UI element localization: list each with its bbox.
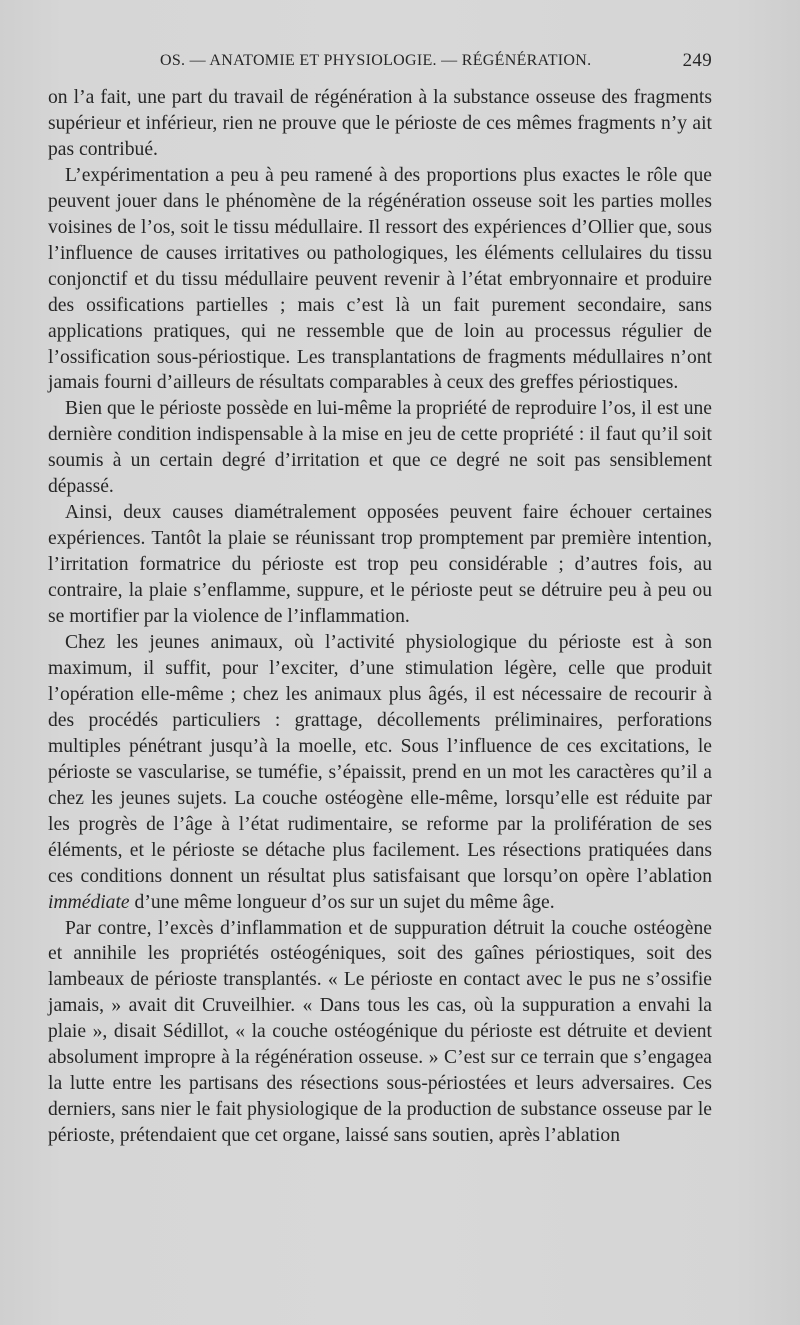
paragraph-1: on l’a fait, une part du travail de régénération à la substance osseuse des fragments supérieur et inférieur, rien ne prouve que le périoste de ces mêmes fragments n’y ait pas contribué.	[48, 87, 712, 160]
page-number: 249	[682, 50, 712, 71]
paragraph-6: Par contre, l’excès d’inflammation et de suppuration détruit la couche ostéogène et annihile les propriétés ostéogéniques, soit des gaînes périostiques, soit des lambeaux de périoste transplantés. « Le périoste en contact avec le pus ne s’ossifie jamais, » avait dit Cruveilhier. « Dans tous les cas, où la suppuration a envahi la plaie », disait Sédillot, « la couche ostéogénique du périoste est détruite et devient absolument impropre à la régénération osseuse. » C’est sur ce terrain que s’engagea la lutte entre les partisans des résections sous-périostées et leurs adversaires. Ces derniers, sans nier le fait physiologique de la production de substance osseuse par le périoste, prétendaient que cet organe, laissé sans soutien, après l’ablation	[48, 917, 712, 1147]
paragraph-5-text-before: Chez les jeunes animaux, où l’activité physiologique du périoste est à son maximum, il suffit, pour l’exciter, d’une stimulation légère, celle que produit l’opération elle-même ; chez les animaux plus âgés, il est nécessaire de recourir à des procédés particuliers : grattage, décollements préliminaires, perforations multiples pénétrant jusqu’à la moelle, etc. Sous l’influence de ces excitations, le périoste se vascularise, se tuméfie, s’épaissit, prend en un mot les caractères qu’il a chez les jeunes sujets. La couche ostéogène elle-même, lorsqu’elle est réduite par les progrès de l’âge à l’état rudimentaire, se reforme par la prolifération de ses éléments, et le périoste se détache plus facilement. Les résections pratiquées dans ces conditions donnent un résultat plus satisfaisant que lorsqu’on opère l’ablation	[48, 632, 712, 887]
paragraph-4: Ainsi, deux causes diamétralement opposées peuvent faire échouer certaines expériences. Tantôt la plaie se réunissant trop promptement par première intention, l’irritation formatrice du périoste est trop peu considérable ; d’autres fois, au contraire, la plaie s’enflamme, suppure, et le périoste peut se détruire peu à peu ou se mortifier par la violence de l’inflammation.	[48, 502, 712, 628]
paragraph-5-text-after: d’une même longueur d’os sur un sujet du même âge.	[129, 891, 555, 913]
paragraph-5	[48, 630, 712, 915]
paragraph-2: L’expérimentation a peu à peu ramené à des proportions plus exactes le rôle que peuvent jouer dans le phénomène de la régénération osseuse soit les parties molles voisines de l’os, soit le tissu médullaire. Il ressort des expériences d’Ollier que, sous l’influence de causes irritatives ou pathologiques, les éléments cellulaires du tissu conjonctif et du tissu médullaire peuvent revenir à l’état embryonnaire et produire des ossifications partielles ; mais c’est là un fait purement secondaire, sans applications pratiques, qui ne ressemble que de loin au processus régulier de l’ossification sous-périostique. Les transplantations de fragments médullaires n’ont jamais fourni d’ailleurs de résultats comparables à ceux des greffes périostiques.	[48, 164, 712, 394]
body-text	[48, 85, 712, 1149]
paragraph-5-emphasis: immédiate	[48, 891, 130, 913]
paragraph-3: Bien que le périoste possède en lui-même la propriété de reproduire l’os, il est une dernière condition indispensable à la mise en jeu de cette propriété : il faut qu’il soit soumis à un certain degré d’irritation et que ce degré ne soit pas sensiblement dépassé.	[48, 398, 712, 498]
running-head: OS. — ANATOMIE ET PHYSIOLOGIE. — RÉGÉNÉRATION.	[160, 52, 592, 69]
page-header	[48, 50, 712, 76]
